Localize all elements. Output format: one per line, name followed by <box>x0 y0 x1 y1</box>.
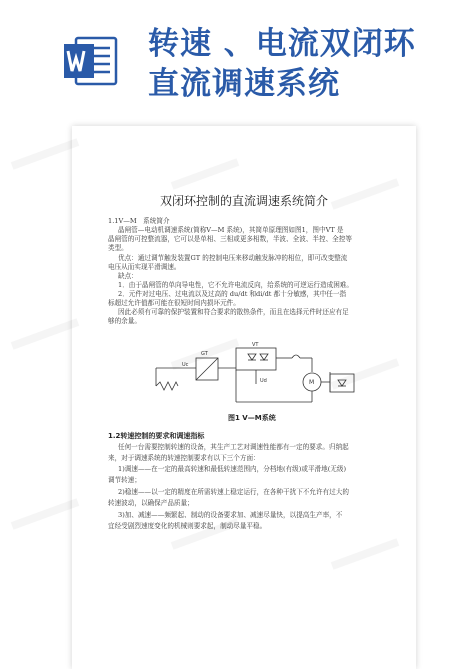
banner-title <box>148 24 464 104</box>
diagram-label-ud: Ud <box>260 378 267 384</box>
header-banner <box>0 0 474 110</box>
body-line: 缺点： <box>118 272 138 280</box>
diagram-label-gt: GT <box>201 351 208 357</box>
body-line: 调节转速； <box>108 476 141 484</box>
body-line: 优点：通过调节触发装置GT 的控制电压来移动触发脉冲的相位，即可改变整流 <box>118 254 348 262</box>
body-line: 1．由于晶闸管的单向导电性，它不允许电流反向，给系统的可逆运行造成困难。 <box>118 281 353 289</box>
body-line: 转速波动，以确保产品质量； <box>108 499 194 507</box>
document-page-body <box>72 126 416 669</box>
body-line: 2．元件对过电压、过电流以及过高的 du/dt 和di/dt 都十分敏感，其中任一指 <box>118 290 347 298</box>
body-line: 类型。 <box>108 244 128 252</box>
body-line: 1)调速——在一定的最高转速和最低转速范围内，分档地(有级)或平滑地(无级) <box>118 465 347 473</box>
body-line: 任何一台需要控制转速的设备，其生产工艺对调速性能都有一定的要求。归纳起 <box>118 443 349 451</box>
banner-title-line2: 直流调速系统 <box>148 66 340 102</box>
figure-caption: 图1 V—M系统 <box>228 414 276 422</box>
diagram-label-vt: VT <box>252 342 259 348</box>
body-line: 3)加、减速——频繁起、制动的设备要求加、减速尽量快，以提高生产率，不 <box>118 511 343 519</box>
body-line: 够的余量。 <box>108 317 141 325</box>
body-line: 晶闸管的可控整流器，它可以是单相、三相或更多相数，半波、全波、半控、全控等 <box>108 235 352 243</box>
body-line: 宜经受剧烈速度变化的机械则要求起，制动尽量平稳。 <box>108 522 267 530</box>
body-line: 来，对于调速系统的转速控制要求有以下三个方面： <box>108 454 260 462</box>
banner-title-line1: 转速 、电流双闭环 <box>148 26 416 62</box>
section2-heading: 1.2转速控制的要求和调速指标 <box>108 432 205 440</box>
body-line: 标超过允许值都可能在很短时间内损坏元件。 <box>108 299 240 307</box>
diagram-label-m: M <box>309 379 315 386</box>
vm-system-diagram <box>152 338 362 410</box>
body-line: 因此必须有可靠的保护装置和符合要求的散热条件，而且在选择元件时还应有足 <box>118 308 349 316</box>
document-page <box>72 126 416 669</box>
diagram-label-uc: Uc <box>182 362 189 368</box>
body-line: 2)稳速——以一定的精度在所需转速上稳定运行，在各种干扰下不允许有过大的 <box>118 488 349 496</box>
body-line: 晶闸管—电动机调速系统(简称V—M 系统)，其简单原理图如图1，图中VT 是 <box>118 226 344 234</box>
section1-heading: 1.1V—M 系统简介 <box>108 217 170 225</box>
word-icon <box>62 34 118 88</box>
document-title: 双闭环控制的直流调速系统简介 <box>159 194 328 208</box>
body-line: 电压从而实现平滑调速。 <box>108 263 181 271</box>
